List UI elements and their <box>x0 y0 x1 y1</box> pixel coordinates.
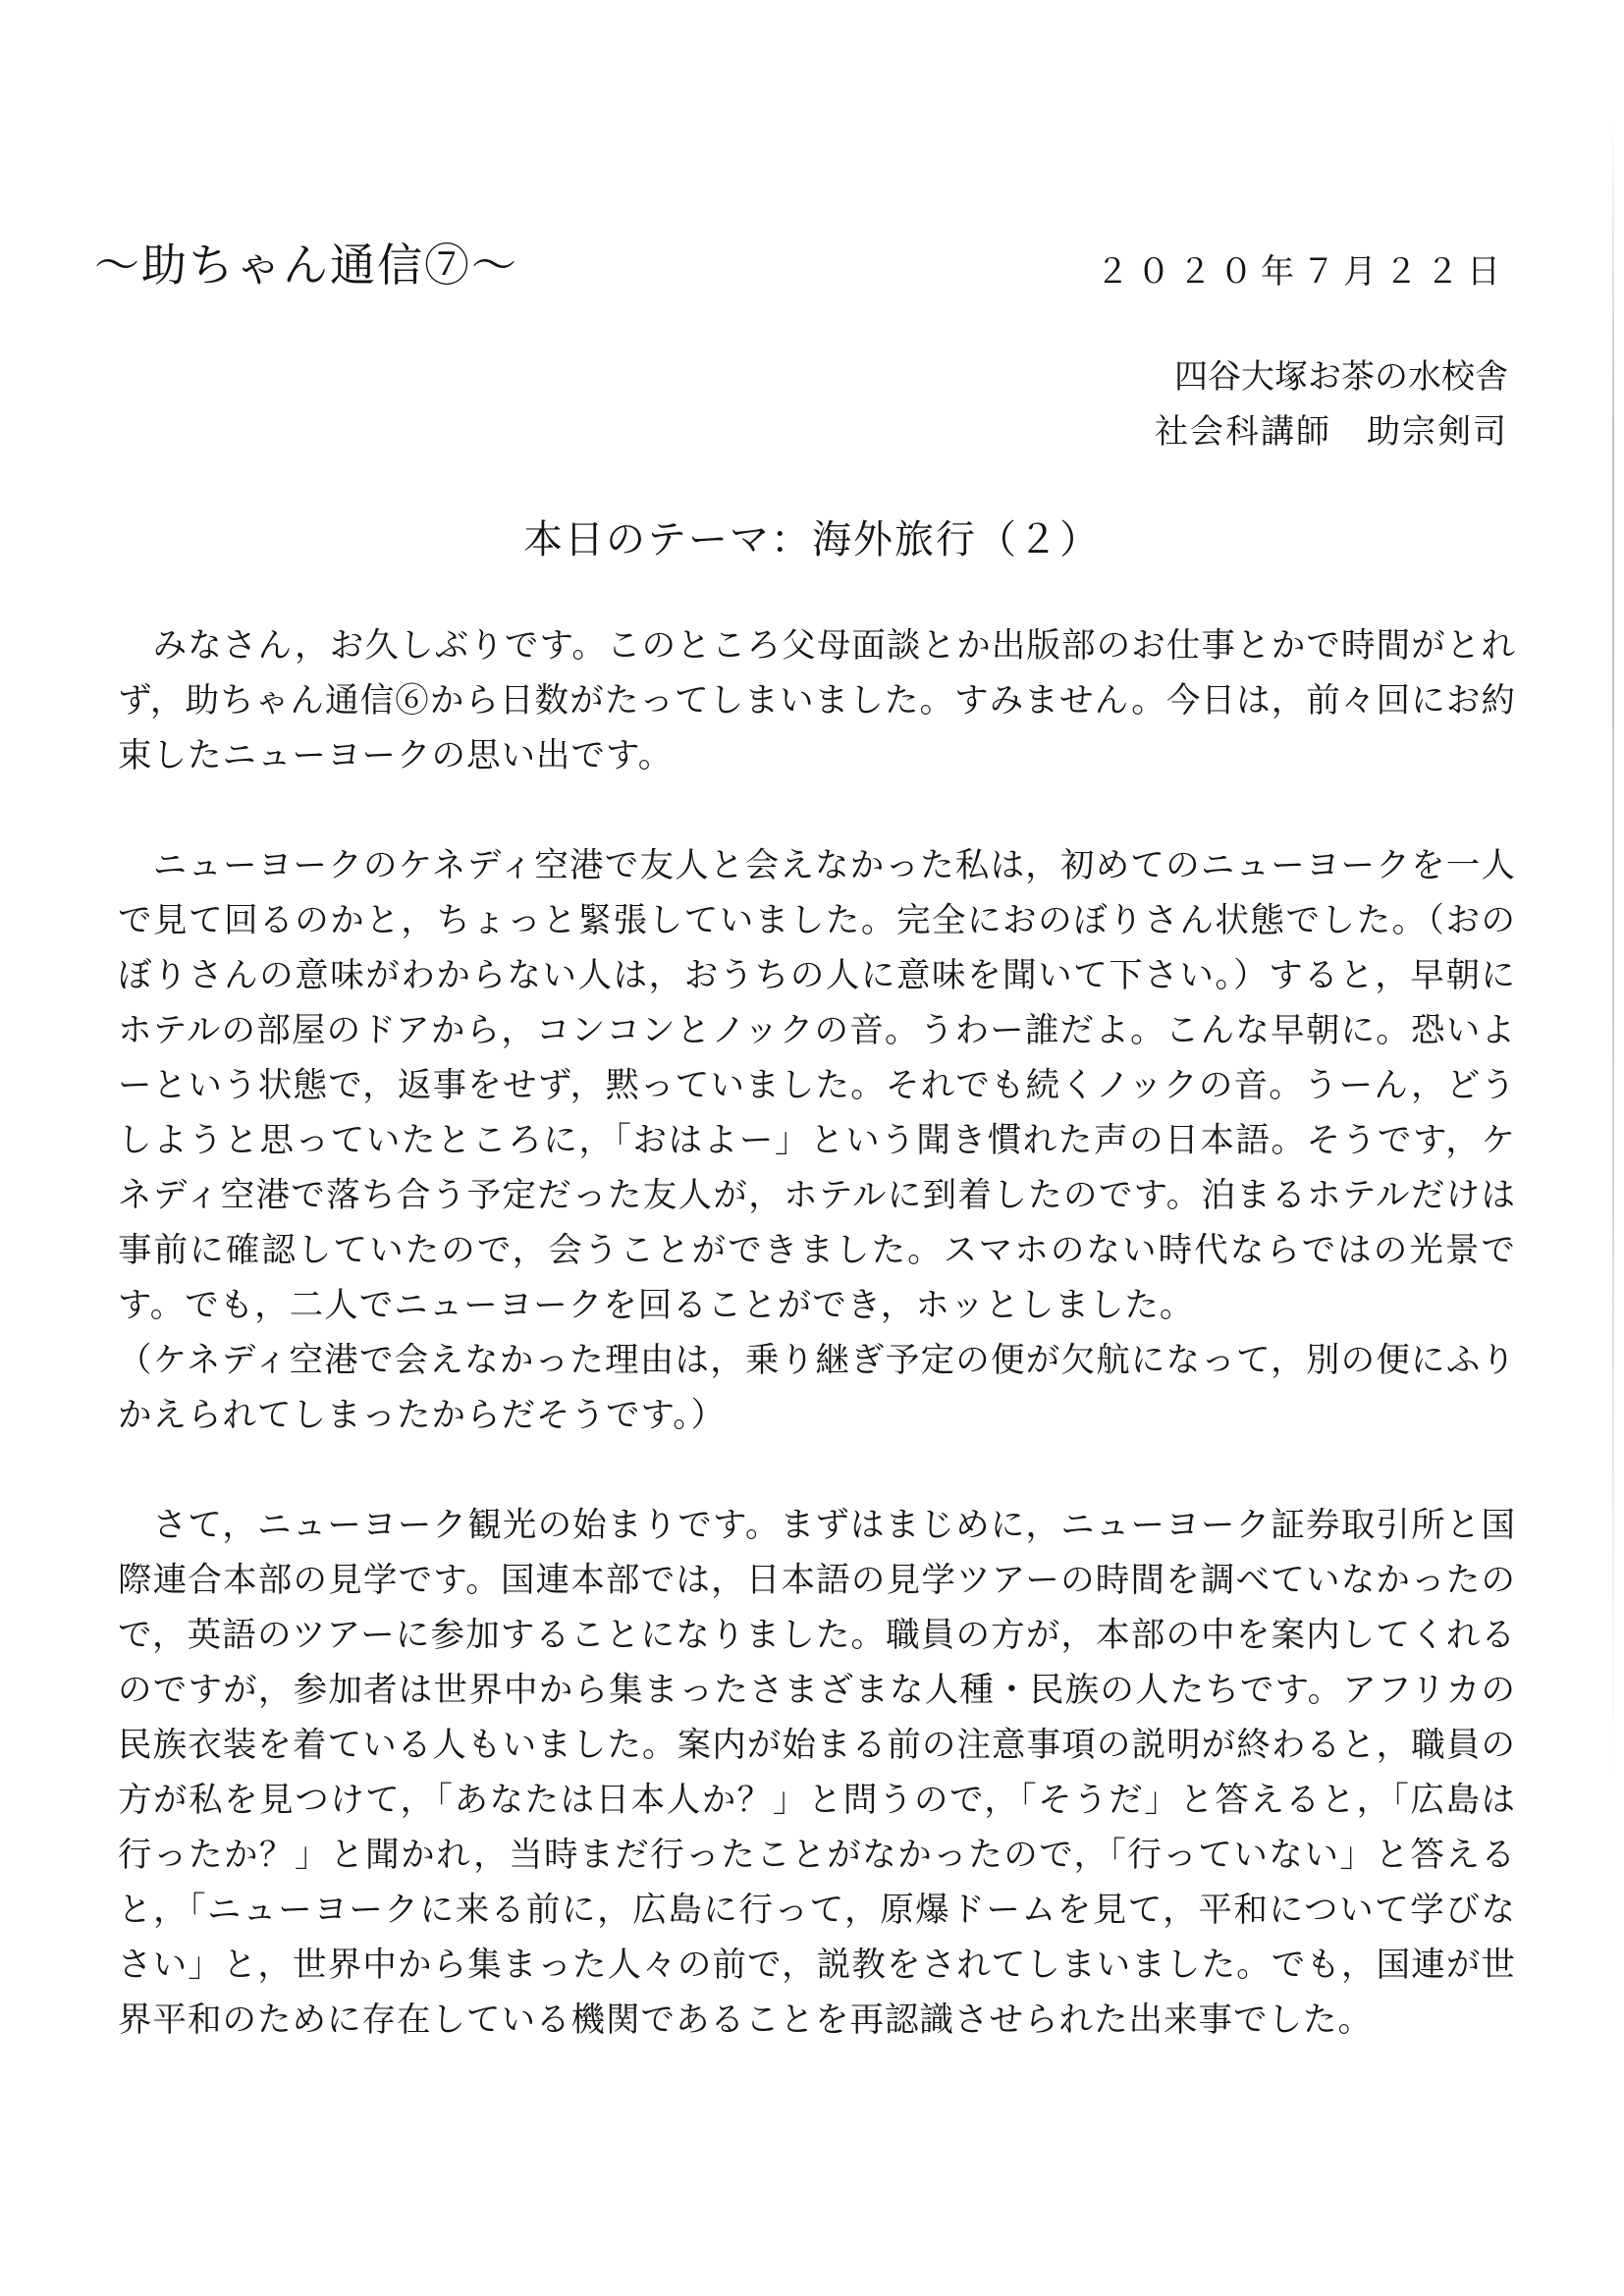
newsletter-title: ～助ちゃん通信⑦～ <box>94 239 518 292</box>
author-name: 社会科講師 助宗剣司 <box>1155 412 1508 452</box>
school-name: 四谷大塚お茶の水校舎 <box>1174 357 1508 397</box>
paragraph-hotel-story <box>118 838 1516 1443</box>
body-text <box>118 618 1516 2048</box>
paragraph-note: （ケネディ空港で会えなかった理由は，乗り継ぎ予定の便が欠航になって，別の便にふりかえられてしまったからだそうです。） <box>118 1341 1516 1435</box>
paragraph-text: みなさん，お久しぶりです。このところ父母面談とか出版部のお仕事とかで時間がとれず，助ちゃん通信⑥から日数がたってしまいました。すみません。今日は，前々回にお約束したニューヨークの思い出です。 <box>118 626 1516 775</box>
newsletter-date: ２０２０年７月２２日 <box>1096 252 1508 292</box>
paragraph-text: ニューヨークのケネディ空港で友人と会えなかった私は，初めてのニューヨークを一人で見て回るのかと，ちょっと緊張していました。完全におのぼりさん状態でした。（おのぼりさんの意味がわからない人は，おうちの人に意味を聞いて下さい。）すると，早朝にホテルの部屋のドアから，コンコンとノックの音。うわー誰だよ。こんな早朝に。恐いよーという状態で，返事をせず，黙っていました。それでも続くノックの音。うーん，どうしようと思っていたところに，「おはよー」という聞き慣れた声の日本語。そうです，ケネディ空港で落ち合う予定だった友人が，ホテルに到着したのです。泊まるホテルだけは事前に確認していたので，会うことができました。スマホのない時代ならではの光景です。でも，二人でニューヨークを回ることができ，ホッとしました。 <box>118 846 1516 1325</box>
theme-heading: 本日のテーマ：海外旅行（２） <box>523 517 1101 562</box>
scan-edge-line <box>1612 118 1614 1787</box>
paragraph-intro <box>118 618 1516 783</box>
author-block <box>1155 349 1508 459</box>
paragraph-un-visit <box>118 1498 1516 2048</box>
paragraph-text: さて，ニューヨーク観光の始まりです。まずはまじめに，ニューヨーク証券取引所と国際連合本部の見学です。国連本部では，日本語の見学ツアーの時間を調べていなかったので，英語のツアーに参加することになりました。職員の方が，本部の中を案内してくれるのですが，参加者は世界中から集まったさまざまな人種・民族の人たちです。アフリカの民族衣装を着ている人もいました。案内が始まる前の注意事項の説明が終わると，職員の方が私を見つけて，「あなたは日本人か？」と問うので，「そうだ」と答えると，「広島は行ったか？」と聞かれ，当時まだ行ったことがなかったので，「行っていない」と答えると，「ニューヨークに来る前に，広島に行って，原爆ドームを見て，平和について学びなさい」と，世界中から集まった人々の前で，説教をされてしまいました。でも，国連が世界平和のために存在している機関であることを再認識させられた出来事でした。 <box>118 1506 1516 2040</box>
